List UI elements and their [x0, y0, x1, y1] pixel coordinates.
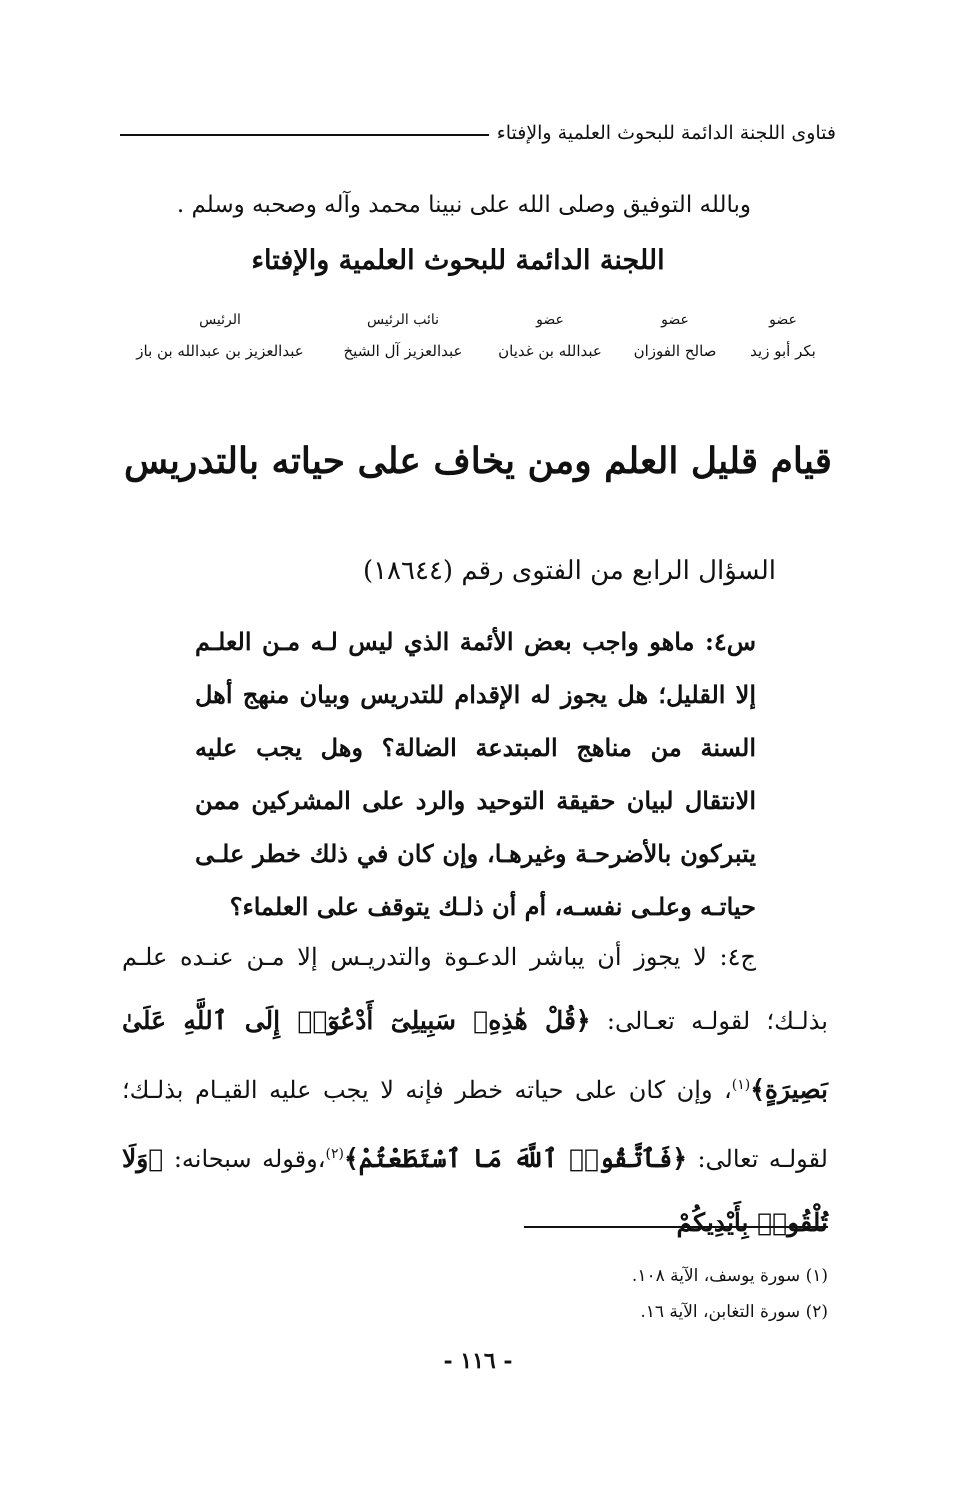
signature-role: نائب الرئيس [366, 312, 440, 328]
signature-member-3 [490, 308, 610, 360]
closing-prayer: وبالله التوفيق وصلى الله على نبينا محمد وآله وصحبه وسلم . [176, 192, 751, 218]
quran-verse: ﴿وَلَا تُلْقُوا۟ بِأَيْدِيكُمْ [122, 1144, 828, 1237]
answer-text-part: بذلـك؛ لقولـه تعـالى: [606, 1007, 828, 1035]
footnote-separator [524, 1226, 828, 1228]
header-rule [120, 134, 489, 136]
running-title: فتاوى اللجنة الدائمة للبحوث العلمية والإفتاء [496, 122, 836, 144]
signature-role: الرئيس [199, 312, 241, 328]
footnotes [120, 1258, 828, 1330]
quran-verse: ﴿قُلْ هَٰذِهِۦ سَبِيلِىٓ أَدْعُوٓا۟ إِلَى ٱللَّهِ عَلَىٰ بَصِيرَةٍ﴾ [122, 1006, 828, 1104]
signature-name: صالح الفوزان [633, 342, 717, 360]
answer-text-part: ، وإن كان على حياته خطر فإنه لا يجب عليه القيـام بذلـك؛ لقولـه تعالى: [122, 1076, 828, 1173]
signature-role: عضو [769, 312, 797, 328]
question-text: س٤: ماهو واجب بعض الأئمة الذي ليس لـه مـن العلـم إلا القليل؛ هل يجوز له الإقدام للتدريس وبيان منهج أهل السنة من مناهج المبتدعة الضالة؟ وهل يجب عليه الانتقال لبيان حقيقة التوحيد والرد على المشركين ممن يتبركون بالأضرحـة وغيرهـا، وإن كان في ذلك خطر علـى حياتـه وعلـى نفسـه، أم أن ذلـك يتوقف على العلماء؟ [195, 627, 756, 921]
signature-name: عبدالله بن غديان [498, 342, 602, 360]
page-number: - ١١٦ - [443, 1348, 513, 1374]
signature-member-2 [625, 308, 725, 360]
answer-text [122, 925, 828, 1255]
fatwa-title: قيام قليل العلم ومن يخاف على حياته بالتدريس [124, 440, 832, 482]
quran-verse: ﴿فَٱتَّقُوا۟ ٱللَّهَ مَا ٱسْتَطَعْتُمْ﴾ [343, 1144, 687, 1173]
signature-role: عضو [536, 312, 564, 328]
footnote-2: (٢) سورة التغابن، الآية ١٦. [640, 1302, 828, 1322]
signature-name: عبدالعزيز آل الشيخ [343, 342, 463, 360]
committee-title: اللجنة الدائمة للبحوث العلمية والإفتاء [251, 245, 665, 276]
signature-president [117, 308, 323, 360]
footnote-1: (١) سورة يوسف، الآية ١٠٨. [631, 1266, 828, 1286]
signature-member-1 [738, 308, 828, 360]
answer-first-line: ج٤: لا يجوز أن يباشر الدعـوة والتدريـس إلا مـن عنـده علـم [122, 943, 757, 971]
signature-vice-president [333, 308, 473, 360]
signature-block [112, 308, 828, 378]
signature-name: عبدالعزيز بن عبدالله بن باز [136, 342, 304, 360]
signature-name: بكر أبو زيد [750, 342, 816, 360]
signature-role: عضو [661, 312, 689, 328]
answer-text-part: ،وقوله سبحانه: [173, 1145, 326, 1173]
question-number: السؤال الرابع من الفتوى رقم (١٨٦٤٤) [362, 556, 776, 586]
running-header [120, 118, 836, 148]
footnote-reference[interactable]: (١) [731, 1077, 751, 1093]
footnote-reference[interactable]: (٢) [325, 1146, 344, 1162]
